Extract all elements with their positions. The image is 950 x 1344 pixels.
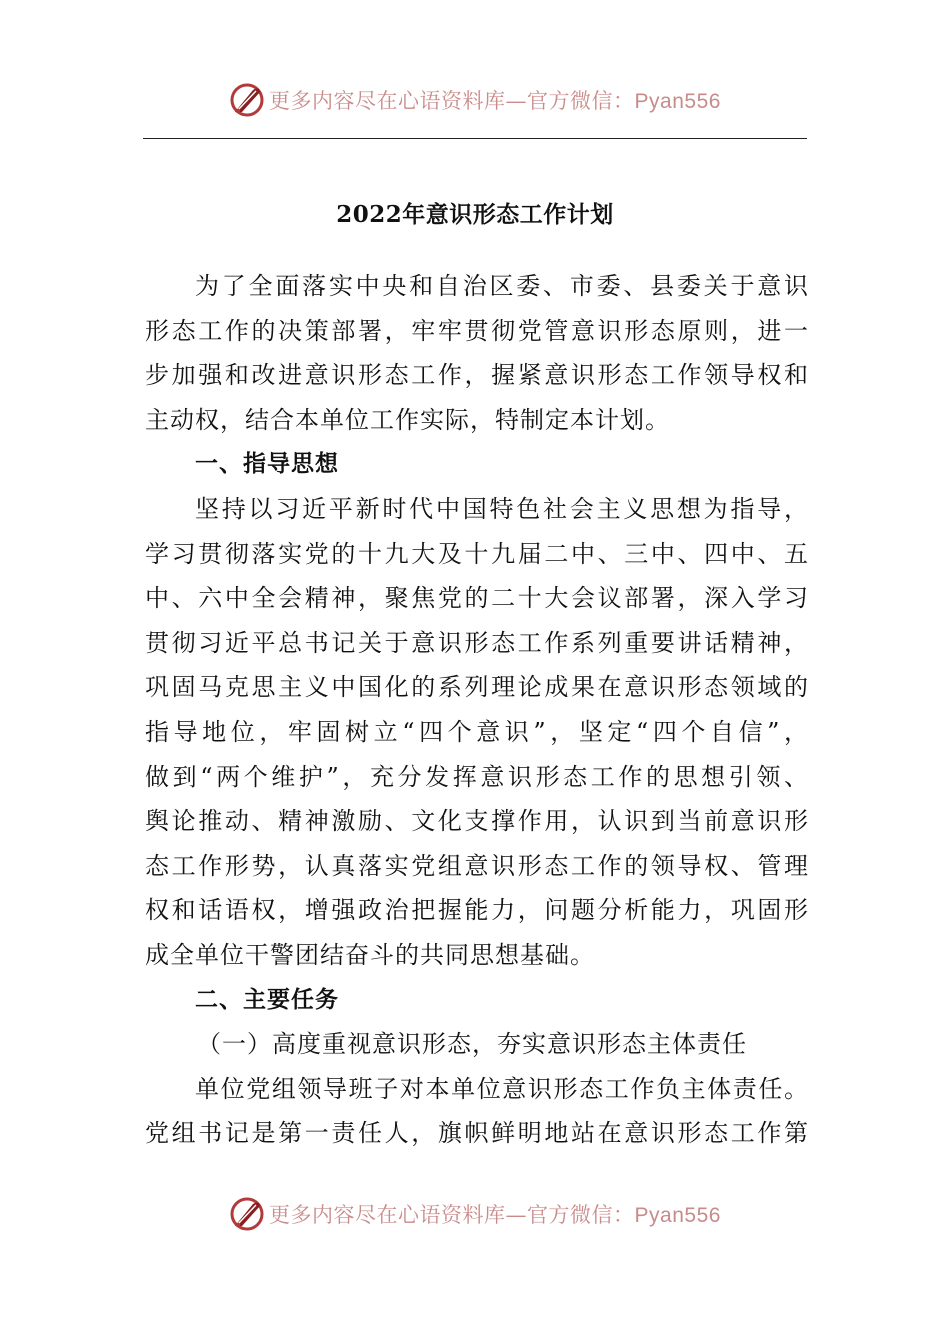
- section1-line: 中、六中全会精神，聚焦党的二十大会议部署，深入学习: [145, 584, 809, 613]
- section1-line: 巩固马克思主义中国化的系列理论成果在意识形态领域的: [145, 673, 809, 702]
- banner-text: 更多内容尽在心语资料库—官方微信：Pyan556: [269, 1203, 721, 1227]
- intro-line: 步加强和改进意识形态工作，握紧意识形态工作领导权和: [145, 361, 809, 390]
- section1-line: 学习贯彻落实党的十九大及十九届二中、三中、四中、五: [145, 539, 809, 568]
- section-heading-main-tasks: 二、主要任务: [195, 986, 339, 1013]
- section1-line: 成全单位干警团结奋斗的共同思想基础。: [145, 940, 595, 969]
- banner-text: 更多内容尽在心语资料库—官方微信：Pyan556: [269, 89, 721, 113]
- document-body: [145, 264, 809, 1156]
- intro-line: 为了全面落实中央和自治区委、市委、县委关于意识: [195, 272, 809, 300]
- quill-pen-logo-icon: [229, 1196, 265, 1232]
- quill-pen-logo-icon: [229, 82, 265, 118]
- section2-line: 单位党组领导班子对本单位意识形态工作负主体责任。: [195, 1074, 809, 1103]
- header-banner: [0, 78, 950, 122]
- header-divider: [143, 138, 807, 139]
- section2-line: 党组书记是第一责任人，旗帜鲜明地站在意识形态工作第: [145, 1119, 809, 1148]
- section1-line: 做到“两个维护”，充分发挥意识形态工作的思想引领、: [145, 762, 809, 791]
- intro-line: 形态工作的决策部署，牢牢贯彻党管意识形态原则，进一: [145, 316, 809, 345]
- document-title: 2022年意识形态工作计划: [336, 201, 614, 228]
- section1-line: 权和话语权，增强政治把握能力，问题分析能力，巩固形: [145, 896, 809, 925]
- banner-contact: Pyan556: [634, 90, 721, 113]
- section1-line: 贯彻习近平总书记关于意识形态工作系列重要讲话精神，: [145, 628, 809, 657]
- footer-banner: [0, 1192, 950, 1236]
- section1-line: 舆论推动、精神激励、文化支撑作用，认识到当前意识形: [145, 807, 809, 836]
- section1-line: 态工作形势，认真落实党组意识形态工作的领导权、管理: [145, 851, 809, 880]
- subsection-heading: （一）高度重视意识形态，夯实意识形态主体责任: [197, 1030, 747, 1059]
- section1-line: 坚持以习近平新时代中国特色社会主义思想为指导，: [195, 494, 809, 523]
- banner-contact: Pyan556: [634, 1204, 721, 1227]
- intro-line: 主动权，结合本单位工作实际，特制定本计划。: [145, 405, 670, 434]
- section1-line: 指导地位，牢固树立“四个意识”，坚定“四个自信”，: [145, 717, 809, 746]
- section-heading-guiding-ideology: 一、指导思想: [195, 451, 339, 478]
